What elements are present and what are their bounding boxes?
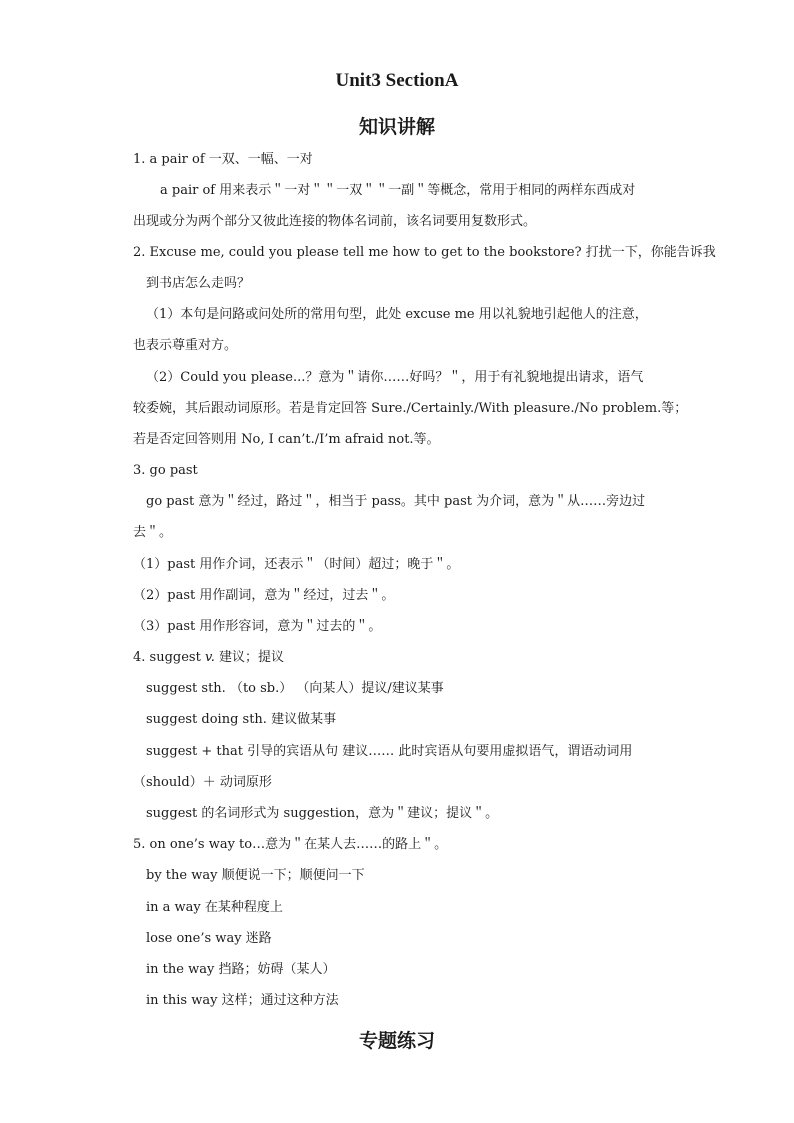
item-3-note-3: （3）past 用作形容词，意为＂过去的＂。 — [133, 619, 382, 634]
item-3-note-2: （2）past 用作副词，意为＂经过，过去＂。 — [133, 588, 395, 603]
item-4-phrase-2: suggest doing sth. 建议做某事 — [146, 712, 337, 727]
item-2-note-2-line-1: （2）Could you please...？意为＂请你……好吗？＂，用于有礼貌地提出请求，语气 — [146, 370, 644, 385]
item-4-phrase-3-line-2: （should）＋ 动词原形 — [133, 775, 272, 790]
section-heading-practice: 专题练习 — [358, 1030, 435, 1052]
item-2-heading-line-2: 到书店怎么走吗？ — [146, 276, 251, 291]
item-5-phrase-1: by the way 顺便说一下；顺便问一下 — [146, 868, 365, 883]
section-heading-knowledge: 知识讲解 — [358, 116, 435, 138]
item-1-heading: 1. a pair of 一双、一幅、一对 — [133, 152, 313, 167]
item-2-note-1-line-2: 也表示尊重对方。 — [133, 338, 238, 353]
document-title: Unit3 SectionA — [335, 70, 459, 91]
item-4-heading — [133, 649, 284, 667]
item-4-word: 4. suggest — [133, 650, 201, 665]
item-3-note-1: （1）past 用作介词，还表示＂（时间）超过；晚于＂。 — [133, 557, 460, 572]
item-2-heading-line-1: 2. Excuse me, could you please tell me how to get to the bookstore? 打扰一下，你能告诉我 — [133, 245, 716, 260]
item-5-heading: 5. on one’s way to…意为＂在某人去……的路上＂。 — [133, 837, 448, 852]
item-5-phrase-2: in a way 在某种程度上 — [146, 900, 283, 915]
item-4-phrase-1: suggest sth. （to sb.） （向某人）提议/建议某事 — [146, 681, 444, 696]
item-4-meaning: 建议；提议 — [214, 650, 285, 665]
item-4-pos: v. — [204, 650, 215, 665]
item-5-phrase-5: in this way 这样；通过这种方法 — [146, 993, 339, 1008]
item-5-phrase-3: lose one’s way 迷路 — [146, 931, 272, 946]
item-5-phrase-4: in the way 挡路；妨碍（某人） — [146, 962, 336, 977]
item-4-phrase-3-line-1: suggest + that 引导的宾语从句 建议…… 此时宾语从句要用虚拟语气，谓语动词用 — [146, 744, 633, 759]
item-1-text-line-2: 出现或分为两个部分又彼此连接的物体名词前，该名词要用复数形式。 — [133, 214, 537, 229]
item-3-text-line-1: go past 意为＂经过，路过＂，相当于 pass。其中 past 为介词，意为＂从……旁边过 — [146, 494, 646, 509]
item-2-note-2-line-2: 较委婉，其后跟动词原形。若是肯定回答 Sure./Certainly./With pleasure./No problem.等； — [133, 401, 688, 416]
item-4-noun-form: suggest 的名词形式为 suggestion，意为＂建议；提议＂。 — [146, 806, 499, 821]
item-2-note-1-line-1: （1）本句是问路或问处所的常用句型，此处 excuse me 用以礼貌地引起他人的注意， — [146, 307, 648, 322]
item-2-note-2-line-3: 若是否定回答则用 No, I can’t./I’m afraid not.等。 — [133, 432, 440, 447]
item-3-text-line-2: 去＂。 — [133, 525, 173, 540]
item-1-text-line-1: a pair of 用来表示＂一对＂＂一双＂＂一副＂等概念，常用于相同的两样东西成对 — [160, 183, 636, 198]
item-3-heading: 3. go past — [133, 463, 198, 478]
